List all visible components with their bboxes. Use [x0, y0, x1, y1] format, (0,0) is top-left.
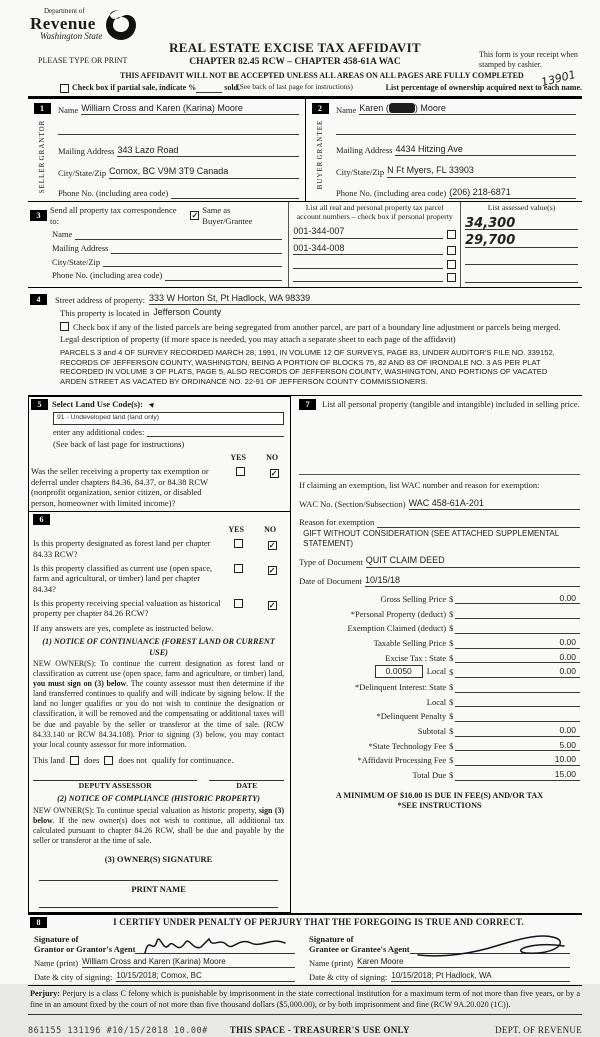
form-notice: THIS AFFIDAVIT WILL NOT BE ACCEPTED UNLESS ALL AREAS ON ALL PAGES ARE FULLY COMPLETED: [120, 71, 524, 81]
check-icon: ✓: [268, 541, 276, 551]
name-print-label: Name (print): [34, 957, 79, 968]
section-3-badge: 3: [30, 210, 47, 221]
grantee-signature-block: [305, 930, 580, 982]
notice1-bold: you must sign on (3) below: [33, 679, 127, 689]
corr-city-field[interactable]: [103, 257, 282, 267]
seller-city-field[interactable]: Comox, BC V9M 3T9 Canada: [109, 166, 299, 178]
land-use-title: Select Land Use Code(s):: [52, 399, 143, 410]
grantee-side-label: GRANTEE: [315, 120, 324, 160]
section-1-badge: 1: [34, 103, 51, 114]
section-8-badge: 8: [30, 917, 47, 928]
grantor-signature-block: [30, 930, 305, 982]
parcel-2-personal-checkbox[interactable]: [447, 246, 456, 255]
perjury-bold: Perjury:: [30, 989, 61, 999]
check-icon: ✓: [191, 211, 199, 221]
perjury-notice: [28, 985, 582, 1015]
doc-date-field[interactable]: 10/15/18: [365, 575, 580, 587]
corr-name-field[interactable]: [75, 230, 282, 240]
fee-label: Taxable Selling Price: [373, 637, 447, 648]
notice1-part-b: . The county assessor must then determine if the land transferred continues to qualify and will indicate by signing below. If the land no longer qualifies or you do not wish to continue the designation or classification, it will be removed and the compensating or additional taxes will be due and payable by the seller or transferor at the time of sale. (RCW 84.33.140 or RCW 84.34.108). Prior to signing (3) below, you may contact your local county assessor for more information.: [33, 679, 285, 749]
doc-type-field[interactable]: QUIT CLAIM DEED: [366, 555, 580, 567]
fee-label: Excise Tax : State: [385, 652, 447, 663]
parties-band: [28, 96, 582, 202]
forest-no-checkbox[interactable]: [268, 541, 277, 550]
buyer-name-suffix: ) Moore: [414, 103, 446, 113]
if-any-yes-note: If any answers are yes, complete as instructed below.: [33, 622, 214, 633]
dollar-sign: $: [449, 740, 454, 751]
current-use-yes-checkbox[interactable]: [234, 564, 243, 573]
fee-value: 0.00: [559, 636, 576, 647]
check-icon: ✓: [268, 565, 276, 575]
section-6-badge: 6: [33, 514, 50, 525]
certify-statement: I CERTIFY UNDER PENALTY OF PERJURY THAT THE FOREGOING IS TRUE AND CORRECT.: [113, 917, 524, 928]
land-use-column: [28, 396, 291, 913]
excise-tax-local-field[interactable]: [455, 666, 580, 678]
form-chapter: CHAPTER 82.45 RCW – CHAPTER 458-61A WAC: [189, 57, 401, 68]
buyer-mailing-field[interactable]: 4434 Hitzing Ave: [395, 144, 576, 156]
perjury-text: Perjury is a class C felony which is punishable by imprisonment in the state correctional institution for a maximum term of not more than five years, or by a fine in an amount fixed by the court of not more than five thousand dollars ($5,000.00), or by both imprisonment and fine (RCW 9A.20.020 (1C)).: [30, 989, 580, 1009]
assessed-value-handwritten: 34,300: [465, 215, 516, 231]
fee-value: [576, 622, 580, 632]
taxable-selling-price-field[interactable]: [455, 637, 580, 649]
parcel-4-personal-checkbox[interactable]: [447, 273, 456, 282]
owner-signature-field[interactable]: [39, 865, 278, 881]
check-icon: ✓: [270, 468, 278, 478]
fee-value: [576, 710, 580, 720]
section-7-badge: 7: [299, 399, 316, 410]
dollar-sign: $: [449, 770, 454, 781]
assessed-values-header: List assessed value(s): [487, 203, 556, 212]
buyer-name-label: Name: [336, 104, 357, 115]
notice-compliance-text: [33, 806, 284, 846]
grantee-agent-label: Grantee or Grantee's Agent: [309, 943, 410, 954]
dollar-sign: $: [449, 593, 454, 604]
dollar-sign: $: [449, 755, 454, 766]
forest-yes-checkbox[interactable]: [234, 539, 243, 548]
ownership-note: List percentage of ownership acquired next to each name.: [385, 83, 582, 92]
notice2-part-a: NEW OWNER(S): To continue special valuation as historic property,: [33, 805, 259, 815]
delinquent-penalty-field[interactable]: [455, 710, 580, 722]
sold-label: sold.: [224, 83, 241, 92]
dollar-sign: $: [449, 637, 454, 648]
seller-phone-field[interactable]: [171, 189, 299, 199]
section-5-badge: 5: [31, 399, 48, 410]
parcel-number-field[interactable]: [293, 260, 443, 269]
date-city-label: Date & city of signing:: [34, 971, 113, 982]
yes-column-header: YES: [230, 452, 246, 462]
name-print-label: Name (print): [309, 957, 354, 968]
personal-property-title: List all personal property (tangible and intangible) included in selling price.: [322, 399, 580, 410]
dollar-sign: $: [449, 652, 454, 663]
local-rate-box: 0.0050: [375, 665, 423, 678]
fee-label: *State Technology Fee: [368, 740, 447, 751]
does-qualify-checkbox[interactable]: [70, 756, 79, 765]
parcel-number-field[interactable]: 001-344-008: [293, 243, 443, 255]
corr-name-label: Name: [52, 229, 73, 240]
state-technology-fee-field[interactable]: [455, 740, 580, 752]
section-4-badge: 4: [30, 294, 47, 305]
current-use-question: Is this property classified as current use (open space, farm and agricultural, or timber) land per chapter 84.34?: [33, 562, 213, 594]
buyer-name2-field[interactable]: [336, 125, 576, 135]
fee-value: 10.00: [554, 754, 576, 765]
notice-continuance-title: (1) NOTICE OF CONTINUANCE (FOREST LAND OR CURRENT USE): [42, 637, 275, 657]
doc-date-label: Date of Document: [299, 576, 362, 587]
fee-value: 0.00: [559, 651, 576, 662]
signature-of-label: Signature of: [34, 933, 79, 944]
reason-exemption-label: Reason for exemption: [299, 517, 375, 528]
fee-value: [576, 696, 580, 706]
dept-of-revenue-label: DEPT. OF REVENUE: [495, 1024, 582, 1035]
reason-exemption-field[interactable]: [377, 518, 580, 528]
fee-value: 5.00: [559, 739, 576, 750]
affidavit-processing-fee-field[interactable]: [455, 754, 580, 766]
seller-section: [28, 99, 305, 201]
partial-sale-label: Check box if partial sale, indicate %: [72, 83, 197, 92]
fee-label: Total Due: [412, 770, 447, 781]
fee-label: Local: [426, 666, 447, 677]
tax-correspondence-section: [28, 202, 582, 288]
does-not-label: does not: [118, 754, 148, 765]
seller-mailing-field[interactable]: 343 Lazo Road: [117, 145, 299, 157]
seller-mailing-label: Mailing Address: [58, 146, 115, 157]
dollar-sign: $: [449, 711, 454, 722]
seller-name2-field[interactable]: [58, 125, 299, 135]
print-name-label: PRINT NAME: [131, 883, 186, 894]
parcel-3-personal-checkbox[interactable]: [447, 260, 456, 269]
treasurer-stamp-row: [28, 1025, 582, 1037]
assessed-value-field[interactable]: [465, 274, 578, 283]
historical-property-question: Is this property receiving special valuation as historical property per chapter 84.26 RCW?: [33, 597, 221, 619]
grantee-signature: [410, 930, 570, 954]
legal-description-label: Legal description of property (if more space is needed, you may attach a separate sheet to each page of the affidavit): [60, 334, 456, 345]
buyer-city-label: City/State/Zip: [336, 166, 385, 177]
dollar-sign: $: [449, 608, 454, 619]
street-address-extra-line[interactable]: [409, 304, 580, 305]
notice-compliance-title: (2) NOTICE OF COMPLIANCE (HISTORIC PROPERTY): [57, 794, 260, 804]
grantee-print-name-field[interactable]: Karen Moore: [357, 957, 570, 968]
doc-type-label: Type of Document: [299, 557, 363, 568]
assessed-value-handwritten: 29,700: [465, 233, 516, 249]
partial-sale-percent-field[interactable]: [196, 92, 222, 93]
parcel-numbers-header: List all real and personal property tax parcel account numbers – check box if personal property: [296, 203, 453, 221]
receipt-note: This form is your receipt when stamped by cashier.: [479, 50, 578, 69]
certification-section: [28, 913, 582, 985]
type-or-print-label: PLEASE TYPE OR PRINT: [38, 56, 128, 65]
street-address-field[interactable]: 333 W Horton St, Pt Hadlock, WA 98339: [149, 293, 409, 305]
does-not-qualify-checkbox[interactable]: [104, 756, 113, 765]
buyer-name-redaction: Karina: [388, 103, 415, 113]
corr-phone-label: Phone No. (including area code): [52, 270, 163, 281]
buyer-side-label: BUYER: [315, 160, 324, 190]
date-city-label: Date & city of signing:: [309, 971, 388, 982]
notice-continuance-text: [33, 659, 284, 750]
grantor-agent-label: Grantor or Grantor's Agent: [34, 943, 136, 954]
additional-codes-label: enter any additional codes:: [53, 426, 145, 437]
qualify-continuance-label: qualify for continuance.: [152, 754, 234, 765]
date-label: DATE: [236, 780, 258, 790]
fee-label: Local: [426, 696, 447, 707]
cashier-stamp: 861155 131196 #10/15/2018 10.00#: [28, 1025, 208, 1036]
seller-name-field[interactable]: William Cross and Karen (Karina) Moore: [81, 103, 299, 115]
seller-name-label: Name: [58, 104, 79, 115]
buyer-name-prefix: Karen (: [359, 103, 389, 113]
current-use-no-checkbox[interactable]: [268, 566, 277, 575]
this-land-label: This land: [33, 754, 65, 765]
continuance-section: [28, 512, 290, 913]
fee-label: *Delinquent Penalty: [376, 711, 447, 722]
no-column-header: NO: [264, 525, 277, 535]
historical-yes-checkbox[interactable]: [234, 599, 243, 608]
fee-value: [576, 608, 580, 618]
located-in-value: Jefferson County: [153, 307, 222, 318]
fee-value: 0.00: [559, 725, 576, 736]
fee-value: [576, 681, 580, 691]
partial-sale-checkbox[interactable]: [60, 84, 69, 93]
land-use-section: [28, 396, 290, 512]
parcel-number-field[interactable]: 001-344-007: [293, 226, 443, 238]
dollar-sign: $: [449, 623, 454, 634]
exemption-claimed-field[interactable]: [455, 622, 580, 634]
subtotal-field[interactable]: [455, 725, 580, 737]
buyer-section: [305, 99, 582, 201]
buyer-city-field[interactable]: N Ft Myers, FL 33903: [387, 165, 576, 177]
delinquent-interest-state-field[interactable]: [455, 681, 580, 693]
wac-number-field[interactable]: WAC 458-61A-201: [409, 498, 580, 510]
grantor-signature: [135, 930, 295, 954]
gross-selling-price-field[interactable]: [455, 593, 580, 605]
corr-city-label: City/State/Zip: [52, 256, 101, 267]
exemption-intro: If claiming an exemption, list WAC number and reason for exemption:: [299, 480, 540, 491]
logo-dept-text: Department of: [44, 7, 85, 15]
no-column-header: NO: [266, 452, 279, 462]
fee-label: *Affidavit Processing Fee: [357, 755, 447, 766]
fee-label: Subtotal: [417, 726, 447, 737]
wac-number-label: WAC No. (Section/Subsection): [299, 499, 406, 510]
corr-phone-field[interactable]: [165, 271, 282, 281]
deputy-assessor-label: DEPUTY ASSESSOR: [78, 780, 152, 790]
treasurer-use-label: THIS SPACE - TREASURER'S USE ONLY: [229, 1024, 410, 1035]
dollar-sign: $: [449, 681, 454, 692]
notice2-bold: sign (3) below: [33, 805, 285, 825]
parcel-1-personal-checkbox[interactable]: [447, 230, 456, 239]
property-address-section: [28, 288, 582, 396]
buyer-phone-label: Phone No. (including area code): [336, 188, 447, 199]
grantor-date-city-field[interactable]: 10/15/2018; Comox, BC: [116, 971, 295, 982]
buyer-mailing-label: Mailing Address: [336, 145, 393, 156]
total-due-field[interactable]: [455, 769, 580, 781]
see-back-note: (See back of last page for instructions): [237, 82, 353, 92]
yes-column-header: YES: [228, 525, 244, 535]
exemption-no-checkbox[interactable]: [270, 469, 279, 478]
seller-side-label: SELLER: [37, 161, 46, 194]
logo-revenue-text: Revenue: [30, 14, 96, 33]
signature-of-label: Signature of: [309, 933, 354, 944]
parcel-number-field[interactable]: [293, 273, 443, 282]
corr-mailing-field[interactable]: [111, 244, 282, 254]
see-instructions-note: *SEE INSTRUCTIONS: [397, 800, 482, 810]
grantee-date-city-field[interactable]: 10/15/2018; Pt Hadlock, WA: [391, 971, 570, 982]
exemption-deferral-question: Was the seller receiving a property tax exemption or deferral under chapters 84.36, 84.37, or 84.38 RCW (nonprofit organization, senior citizen, or disabled person, homeowner with limited income)?: [31, 465, 209, 508]
dollar-sign: $: [449, 696, 454, 707]
assessed-value-field[interactable]: [465, 256, 578, 265]
reason-exemption-value: GIFT WITHOUT CONSIDERATION (SEE ATTACHED SUPPLEMENTAL STATEMENT): [303, 528, 559, 549]
fee-value: 0.00: [559, 592, 576, 603]
segregated-label: Check box if any of the listed parcels are being segregated from another parcel, are part of a boundary line adjustment or parcels being merged.: [73, 321, 561, 332]
grantor-print-name-field[interactable]: William Cross and Karen (Karina) Moore: [82, 957, 295, 968]
street-address-label: Street address of property:: [55, 294, 145, 305]
cursor-arrow-icon: ◄: [146, 398, 156, 410]
notice2-part-b: . If the new owner(s) does not wish to continue, all additional tax calculated pursuant to chapter 84.26 RCW, shall be due and payable by the seller or transferor at the time of sale.: [33, 815, 285, 845]
buyer-name-field[interactable]: [359, 103, 576, 115]
see-back-instructions: (See back of last page for instructions): [53, 439, 185, 450]
owners-signature-label: (3) OWNER(S) SIGNATURE: [104, 853, 213, 864]
buyer-phone-field[interactable]: (206) 218-6871: [449, 187, 576, 199]
receipt-number-handwritten: 13901: [539, 67, 577, 90]
fee-label: Exemption Claimed (deduct): [347, 623, 447, 634]
send-correspondence-label: Send all property tax correspondence to:: [50, 205, 177, 226]
dollar-sign: $: [449, 667, 454, 678]
historical-no-checkbox[interactable]: [268, 601, 277, 610]
check-icon: ✓: [268, 600, 276, 610]
same-as-buyer-checkbox[interactable]: [190, 211, 199, 220]
excise-tax-state-field[interactable]: [455, 652, 580, 664]
owner-print-name-field[interactable]: [39, 894, 278, 908]
form-title: REAL ESTATE EXCISE TAX AFFIDAVIT: [169, 40, 421, 55]
same-as-buyer-label: Same as Buyer/Grantee: [202, 205, 253, 226]
located-in-label: This property is located in: [60, 307, 150, 318]
land-use-code-select[interactable]: 91 - Undeveloped land (land only): [53, 412, 284, 424]
personal-property-column: [291, 396, 582, 913]
logo-state-text: Washington State: [40, 31, 103, 41]
seller-phone-label: Phone No. (including area code): [58, 188, 169, 199]
does-label: does: [83, 754, 100, 765]
corr-mailing-label: Mailing Address: [52, 242, 109, 253]
delinquent-interest-local-field[interactable]: [455, 696, 580, 708]
fee-label: *Personal Property (deduct): [350, 608, 447, 619]
forest-land-question: Is this property designated as forest land per chapter 84.33 RCW?: [33, 538, 211, 560]
exemption-yes-checkbox[interactable]: [236, 467, 245, 476]
exemption-block: [299, 474, 580, 811]
dollar-sign: $: [449, 726, 454, 737]
grantor-side-label: GRANTOR: [37, 120, 46, 161]
notice1-part-a: NEW OWNER(S): To continue the current designation as forest land or classification as current use (open space, farm and agriculture, or timber) land,: [33, 658, 285, 679]
additional-codes-field[interactable]: [147, 427, 284, 437]
seller-city-label: City/State/Zip: [58, 168, 107, 179]
personal-property-deduct-field[interactable]: [455, 608, 580, 620]
fee-value: 15.00: [554, 769, 576, 780]
fee-label: *Delinquent Interest: State: [355, 681, 447, 692]
segregated-checkbox[interactable]: [60, 322, 69, 331]
fee-value: 0.00: [559, 666, 576, 677]
section-2-badge: 2: [312, 103, 329, 114]
form-header: [0, 0, 600, 96]
legal-description-text: PARCELS 3 and 4 OF SURVEY RECORDED MARCH 28, 1991, IN VOLUME 12 OF SURVEYS, PAGE 83, UNDER AUDITOR'S FILE NO. 339152, RECORDS OF JEFFERSON COUNTY, WASHINGTON, BEING A PORTION OF BLOCKS 75, 82 AND 83 OF IRONDALE NO. 3 AS PER PLAT RECORDED IN VOLUME 3 OF PLATS, PAGE 5, ALSO RECORDS OF JEFFERSON COUNTY, WASHINGTON, AND PORTIONS OF VACATED ARDEN STREET AS VACATED BY ORDINANCE NO. 22-91 OF JEFFERSON COUNTY COMMISSIONERS.: [60, 347, 555, 387]
fee-label: Gross Selling Price: [380, 593, 447, 604]
minimum-fee-note: A MINIMUM OF $10.00 IS DUE IN FEE(S) AND/OR TAX: [335, 790, 544, 800]
